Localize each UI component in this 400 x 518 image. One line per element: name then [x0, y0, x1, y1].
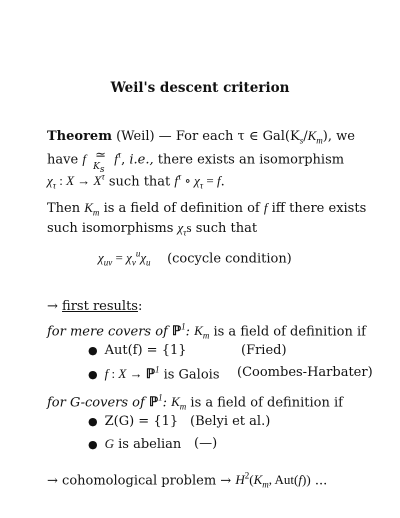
field-def-end: such that — [195, 221, 258, 236]
math-compose: $f^\tau$ ∘ $\chi_\tau = f$ — [174, 172, 221, 191]
mere-item-2 — [88, 365, 220, 382]
math-p1: ℙ$^1$ — [172, 322, 186, 339]
first-results-label: first results — [62, 299, 138, 314]
math-h2: $H^2(K_m$, Aut(f)) — [235, 471, 311, 490]
arrow-first: → — [47, 299, 58, 314]
math-f-2: f — [263, 200, 268, 215]
math-km-3: $K_m$ — [194, 323, 210, 341]
math-km-4: $K_m$ — [171, 394, 187, 412]
theorem-suchthat: such that — [108, 174, 171, 190]
mere-item-2-note: (Coombes-Harbater) — [237, 365, 373, 380]
theorem-ie: i.e., — [129, 152, 154, 168]
g-item-1 — [88, 414, 178, 429]
g-covers-it: for G-covers of — [47, 395, 145, 411]
math-g: G — [104, 436, 114, 451]
theorem-attribution: (Weil) — — [116, 129, 172, 144]
arrow-coh: → — [47, 473, 58, 489]
g-covers-heading: for G-covers of ℙ$^1$: $K_m$ is a field of definition if — [47, 393, 343, 412]
math-km: $K_m$ — [307, 128, 323, 146]
math-iso-over-ks: ≃ $K_s$ — [93, 148, 106, 176]
theorem-label: Theorem — [47, 129, 112, 144]
bullet-icon: ● — [88, 368, 98, 382]
math-p1-2: ℙ$^1$ — [148, 393, 163, 410]
slide-title: Weil's descent criterion — [110, 80, 290, 96]
cohomological-label: cohomological problem — [62, 473, 217, 489]
bullet-icon: ● — [88, 415, 98, 428]
math-cocycle: $\chi_{uv} = \chi_v^u\chi_u$ — [98, 249, 151, 268]
cohomological-tail: ... — [314, 473, 328, 489]
math-galois-map: f : X → ℙ$^1$ — [104, 365, 160, 382]
arrow-coh-2: → — [220, 473, 232, 489]
field-def-iff: iff there exists — [271, 201, 367, 216]
field-def-text-1: is a field of definition of — [103, 201, 260, 216]
mere-item-1-note: (Fried) — [241, 343, 287, 358]
g-item-2-note: (—) — [194, 436, 218, 451]
math-chi-map: $\chi_\tau$ : $X \to X^\tau$ — [47, 172, 105, 191]
g-item-1-formula: Z(G) = {1} — [104, 414, 179, 429]
math-chi-s: $\chi_\tau s$ — [177, 220, 192, 238]
math-f: f — [82, 151, 86, 167]
theorem-have: have — [47, 152, 79, 168]
bullet-icon: ● — [88, 438, 98, 451]
mere-covers-it: for mere covers of — [47, 324, 168, 340]
mere-covers-rest: is a field of definition if — [213, 324, 366, 340]
cohomological-line — [47, 471, 327, 490]
field-def-line-1: Then $K_m$ is a field of definition of f iff there exists — [47, 200, 367, 218]
theorem-text-2: there exists an isomorphism — [157, 152, 345, 168]
math-km-2: $K_m$ — [84, 200, 100, 218]
first-results-colon: : — [137, 299, 143, 314]
g-item-1-note: (Belyi et al.) — [190, 414, 271, 429]
g-item-2 — [88, 436, 181, 452]
math-ks-sub: s — [299, 135, 304, 146]
theorem-line-2: have f ≃ $K_s$ $f^\tau$, i.e., there exists an isomorphism — [47, 148, 345, 176]
mere-item-2-formula: is Galois — [163, 367, 220, 383]
mere-covers-heading: for mere covers of ℙ$^1$: $K_m$ is a field of definition if — [47, 322, 366, 341]
field-def-line-2 — [47, 220, 257, 238]
theorem-text-1: For each τ ∈ Gal(K — [175, 129, 300, 144]
g-covers-rest: is a field of definition if — [190, 395, 343, 411]
math-f-tau: $f^\tau$ — [114, 150, 122, 167]
mere-item-1 — [88, 343, 187, 358]
mere-item-1-formula: Aut(f) = {1} — [104, 343, 187, 358]
theorem-line-1: Theorem (Weil) — For each τ ∈ $Gal(K_s/K_m)$, we — [47, 128, 355, 146]
g-item-2-formula: is abelian — [118, 437, 182, 452]
cocycle-line — [98, 249, 292, 268]
first-results-line — [47, 299, 142, 314]
theorem-line-3: $\chi_\tau$ : $X \to X^\tau$ such that $f^\tau$ ∘ $\chi_\tau = f$. — [47, 172, 225, 191]
field-def-text-2: such isomorphisms — [47, 221, 174, 236]
cocycle-label: (cocycle condition) — [167, 251, 292, 267]
bullet-icon: ● — [88, 344, 98, 357]
